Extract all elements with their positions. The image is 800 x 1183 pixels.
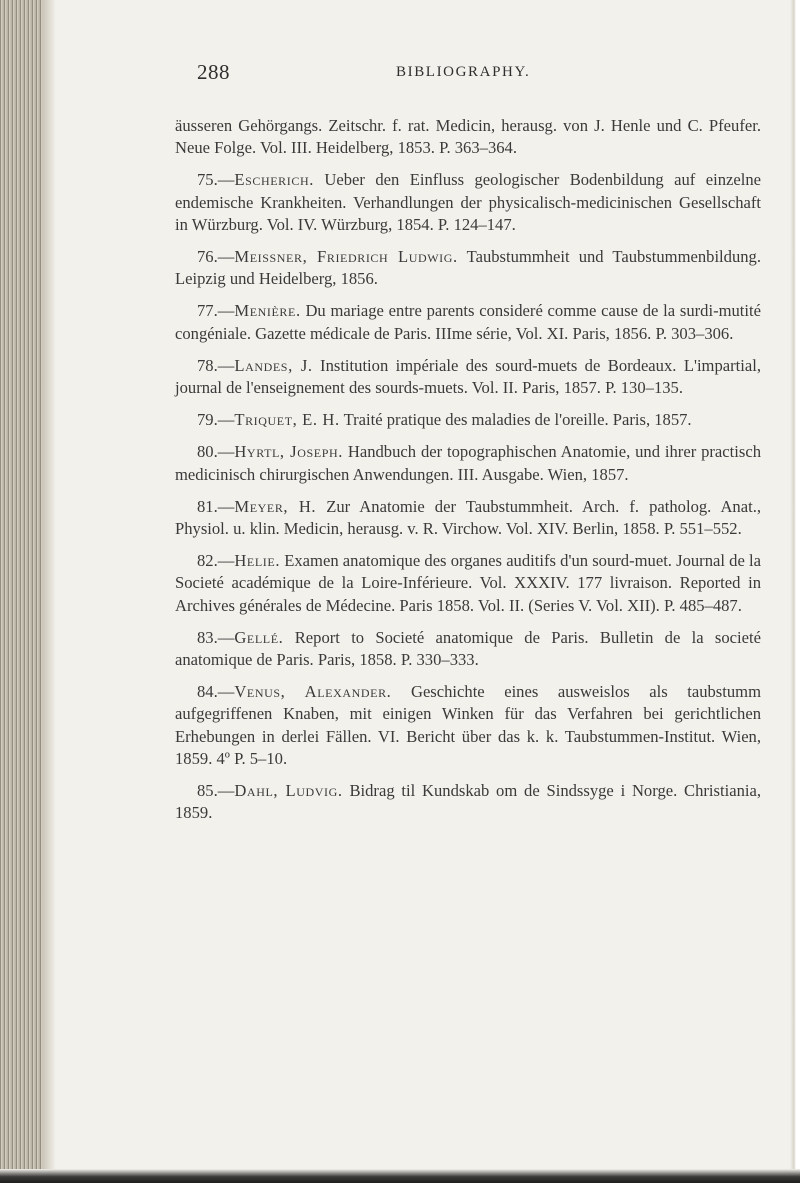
bibliography-entry — [175, 780, 761, 824]
entry-author: Venus, Alexander. — [234, 682, 392, 702]
entry-number: 77.— — [197, 301, 235, 321]
bibliography-entry — [175, 627, 761, 671]
bibliography-entry — [175, 550, 761, 617]
page-number: 288 — [197, 60, 230, 84]
entry-number: 78.— — [197, 355, 235, 375]
entry-text: Bidrag til Kundskab om de Sindssyge i Norge. Christiania, 1859. — [175, 781, 762, 823]
entry-text: Traité pratique des maladies de l'oreille. Paris, 1857. — [339, 410, 692, 430]
entry-author: Triquet, E. H. — [234, 410, 340, 430]
page-bottom-edge — [0, 1169, 800, 1183]
page-header — [197, 60, 757, 90]
entry-text: Examen anatomique des organes auditifs d'un sourd-muet. Journal de la Societé académique de la Loire-Inférieure. Vol. XXXIV. 177 livraison. Reported in Archives générales de Médecine. Paris 1858. Vol. II. (Series V. Vol. XII). P. 485–487. — [175, 551, 761, 615]
entry-author: Meissner, Friedrich Ludwig. — [234, 247, 458, 267]
entry-number: 85.— — [197, 781, 235, 801]
bibliography-text — [175, 115, 761, 834]
entry-author: Dahl, Ludvig. — [234, 781, 343, 801]
entry-number: 79.— — [197, 410, 235, 430]
bibliography-entry — [175, 169, 761, 236]
entry-text: Du mariage entre parents consideré comme cause de la surdi-mutité congéniale. Gazette médicale de Paris. IIIme série, Vol. XI. Paris, 1856. P. 303–306. — [175, 301, 761, 343]
entry-text: Zur Anatomie der Taubstummheit. Arch. f. patholog. Anat., Physiol. u. klin. Medicin, herausg. v. R. Virchow. Vol. XIV. Berlin, 1858. P. 551–552. — [175, 496, 761, 539]
entry-text: Ueber den Einfluss geologischer Bodenbildung auf einzelne endemische Krankheiten. Verhandlungen der physicalisch-medicinischen Gesellschaft in Würzburg. Vol. IV. Würzburg, 1854. P. 124–147. — [175, 170, 761, 234]
entry-author: Escherich. — [234, 170, 314, 190]
entry-text: Institution impériale des sourd-muets de Bordeaux. L'impartial, journal de l'enseignement des sourds-muets. Vol. II. Paris, 1857. P. 130–135. — [175, 355, 761, 398]
entry-author: Menière. — [234, 301, 301, 321]
bibliography-entry — [175, 355, 761, 399]
gutter-shadow — [42, 0, 56, 1183]
bibliography-entry — [175, 496, 761, 540]
bibliography-entry — [175, 246, 761, 290]
bibliography-entry — [175, 409, 761, 431]
entry-number: 76.— — [197, 247, 235, 267]
bibliography-entry — [175, 681, 761, 770]
entry-author: Meyer, H. — [234, 496, 317, 516]
bibliography-entry — [175, 441, 761, 485]
continued-entry: äusseren Gehörgangs. Zeitschr. f. rat. Medicin, herausg. von J. Henle und C. Pfeufer. Neue Folge. Vol. III. Heidelberg, 1853. P. 363–364. — [175, 116, 761, 158]
entry-number: 80.— — [197, 442, 235, 462]
entry-number: 82.— — [197, 551, 235, 571]
entry-text: Geschichte eines ausweislos als taubstumm aufgegriffenen Knaben, mit einigen Winken für das Verfahren bei gerichtlichen Erhebungen in derlei Fällen. VI. Bericht über das k. k. Taubstummen-Institut. Wien, 1859. 4º P. 5–10. — [175, 682, 761, 768]
entry-number: 84.— — [197, 682, 235, 702]
bibliography-entry — [175, 300, 761, 344]
entry-author: Gellé. — [234, 627, 284, 647]
entry-number: 81.— — [197, 496, 235, 516]
running-head: BIBLIOGRAPHY. — [396, 64, 531, 80]
entry-author: Landes, J. — [234, 355, 313, 375]
bibliography-entries — [175, 169, 761, 824]
entry-text: Report to Societé anatomique de Paris. Bulletin de la societé anatomique de Paris. Paris, 1858. P. 330–333. — [175, 627, 761, 670]
entry-text: Handbuch der topographischen Anatomie, und ihrer practisch medicinisch chirurgischen Anwendungen. III. Ausgabe. Wien, 1857. — [175, 442, 761, 484]
book-page-edges — [0, 0, 42, 1183]
entry-author: Hyrtl, Joseph. — [234, 442, 343, 462]
entry-number: 83.— — [197, 627, 235, 647]
entry-number: 75.— — [197, 170, 235, 190]
entry-author: Helie. — [234, 551, 281, 571]
page-right-edge — [790, 0, 800, 1183]
entry-text: Taubstummheit und Taubstummenbildung. Leipzig und Heidelberg, 1856. — [175, 247, 761, 289]
